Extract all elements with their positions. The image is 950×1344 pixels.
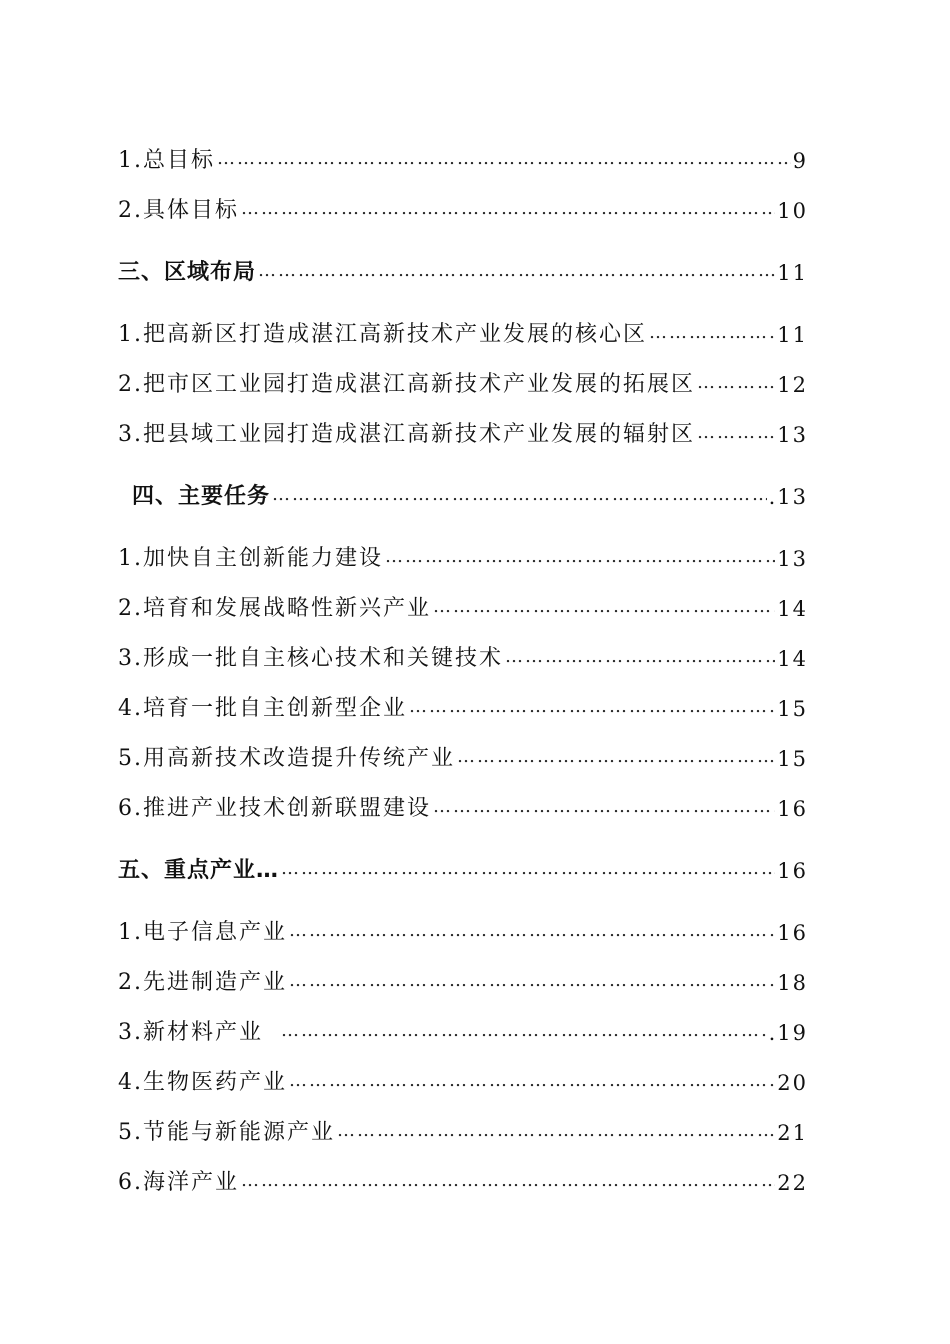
toc-leader-dots	[409, 692, 775, 724]
toc-entry-new-energy[interactable]	[118, 1116, 808, 1150]
toc-entry-advanced-manufacturing[interactable]	[118, 966, 808, 1000]
toc-entry-innovative-enterprises[interactable]	[118, 692, 808, 726]
toc-entry-radiation-zone[interactable]	[118, 418, 808, 452]
toc-entry-page: 16	[777, 797, 808, 821]
toc-entry-label: 1.把高新区打造成湛江高新技术产业发展的核心区	[118, 322, 647, 347]
toc-leader-dots	[241, 1166, 775, 1198]
toc-entry-new-materials[interactable]	[118, 1016, 808, 1050]
toc-entry-page: 13	[777, 423, 808, 447]
toc-entry-label: 1.加快自主创新能力建设	[118, 546, 383, 571]
toc-entry-label: 6.海洋产业	[118, 1170, 239, 1195]
toc-entry-page: .19	[768, 1021, 808, 1045]
toc-entry-page: 11	[777, 261, 808, 285]
toc-leader-dots	[697, 418, 775, 450]
toc-entry-innovation-alliance[interactable]	[118, 792, 808, 826]
toc-entry-label: 4.生物医药产业	[118, 1070, 287, 1095]
toc-leader-dots	[385, 542, 775, 574]
toc-entry-page: 15	[777, 697, 808, 721]
toc-entry-label: 6.推进产业技术创新联盟建设	[118, 796, 431, 821]
toc-section-label: 四、主要任务	[132, 484, 271, 509]
toc-entry-page: 16	[777, 921, 808, 945]
toc-entry-page: 12	[777, 373, 808, 397]
toc-entry-emerging-industries[interactable]	[118, 592, 808, 626]
toc-leader-dots	[289, 1066, 775, 1098]
toc-entry-label: 2.把市区工业园打造成湛江高新技术产业发展的拓展区	[118, 372, 695, 397]
toc-leader-dots	[289, 966, 775, 998]
toc-leader-dots	[337, 1116, 775, 1148]
toc-entry-marine-industry[interactable]	[118, 1166, 808, 1200]
toc-section-label: 三、区域布局	[118, 260, 257, 285]
toc-entry-specific-goals[interactable]	[118, 194, 808, 228]
toc-entry-label: 1.电子信息产业	[118, 920, 287, 945]
toc-leader-dots	[433, 792, 775, 824]
toc-entry-page: 13	[777, 547, 808, 571]
toc-entry-page: 22	[777, 1171, 808, 1195]
toc-entry-innovation-capacity[interactable]	[118, 542, 808, 576]
toc-entry-label: 5.节能与新能源产业	[118, 1120, 335, 1145]
toc-leader-dots	[241, 194, 775, 226]
toc-entry-label: 3.新材料产业	[118, 1020, 263, 1045]
toc-entry-expansion-zone[interactable]	[118, 368, 808, 402]
toc-entry-label: 2.先进制造产业	[118, 970, 287, 995]
toc-leader-dots	[433, 592, 775, 624]
toc-entry-page: 18	[777, 971, 808, 995]
toc-entry-page: 14	[777, 597, 808, 621]
toc-entry-label: 3.把县域工业园打造成湛江高新技术产业发展的辐射区	[118, 422, 695, 447]
toc-leader-dots	[272, 480, 767, 512]
toc-leader-dots	[281, 854, 775, 886]
toc-entry-page: 16	[777, 859, 808, 883]
toc-entry-label: 1.总目标	[118, 148, 215, 173]
toc-entry-label: 4.培育一批自主创新型企业	[118, 696, 407, 721]
toc-entry-label: 5.用高新技术改造提升传统产业	[118, 746, 455, 771]
toc-entry-page: 21	[777, 1121, 808, 1145]
toc-entry-label: 3.形成一批自主核心技术和关键技术	[118, 646, 503, 671]
toc-entry-electronics[interactable]	[118, 916, 808, 950]
toc-entry-page: 9	[792, 149, 808, 173]
toc-entry-page: 11	[777, 323, 808, 347]
toc-leader-dots	[697, 368, 775, 400]
toc-leader-dots	[217, 144, 791, 176]
toc-leader-dots	[289, 916, 775, 948]
toc-leader-dots	[457, 742, 775, 774]
toc-entry-page: 10	[777, 199, 808, 223]
toc-entry-core-zone[interactable]	[118, 318, 808, 352]
toc-entry-page: 20	[777, 1071, 808, 1095]
toc-entry-page: 15	[777, 747, 808, 771]
toc-leader-dots	[258, 256, 775, 288]
toc-section-label: 五、重点产业…	[118, 858, 280, 883]
toc-entry-page: 14	[777, 647, 808, 671]
toc-section-key-industries[interactable]	[118, 854, 808, 888]
toc-entry-overall-goal[interactable]	[118, 144, 808, 178]
toc-entry-page: .13	[768, 485, 808, 509]
toc-leader-dots	[505, 642, 775, 674]
toc-entry-label: 2.具体目标	[118, 198, 239, 223]
toc-entry-core-technologies[interactable]	[118, 642, 808, 676]
toc-section-regional-layout[interactable]	[118, 256, 808, 290]
toc-leader-dots	[649, 318, 775, 350]
toc-entry-upgrade-traditional[interactable]	[118, 742, 808, 776]
toc-entry-label: 2.培育和发展战略性新兴产业	[118, 596, 431, 621]
toc-entry-biomedicine[interactable]	[118, 1066, 808, 1100]
toc-leader-dots	[281, 1016, 767, 1048]
toc-section-main-tasks[interactable]	[132, 480, 808, 514]
